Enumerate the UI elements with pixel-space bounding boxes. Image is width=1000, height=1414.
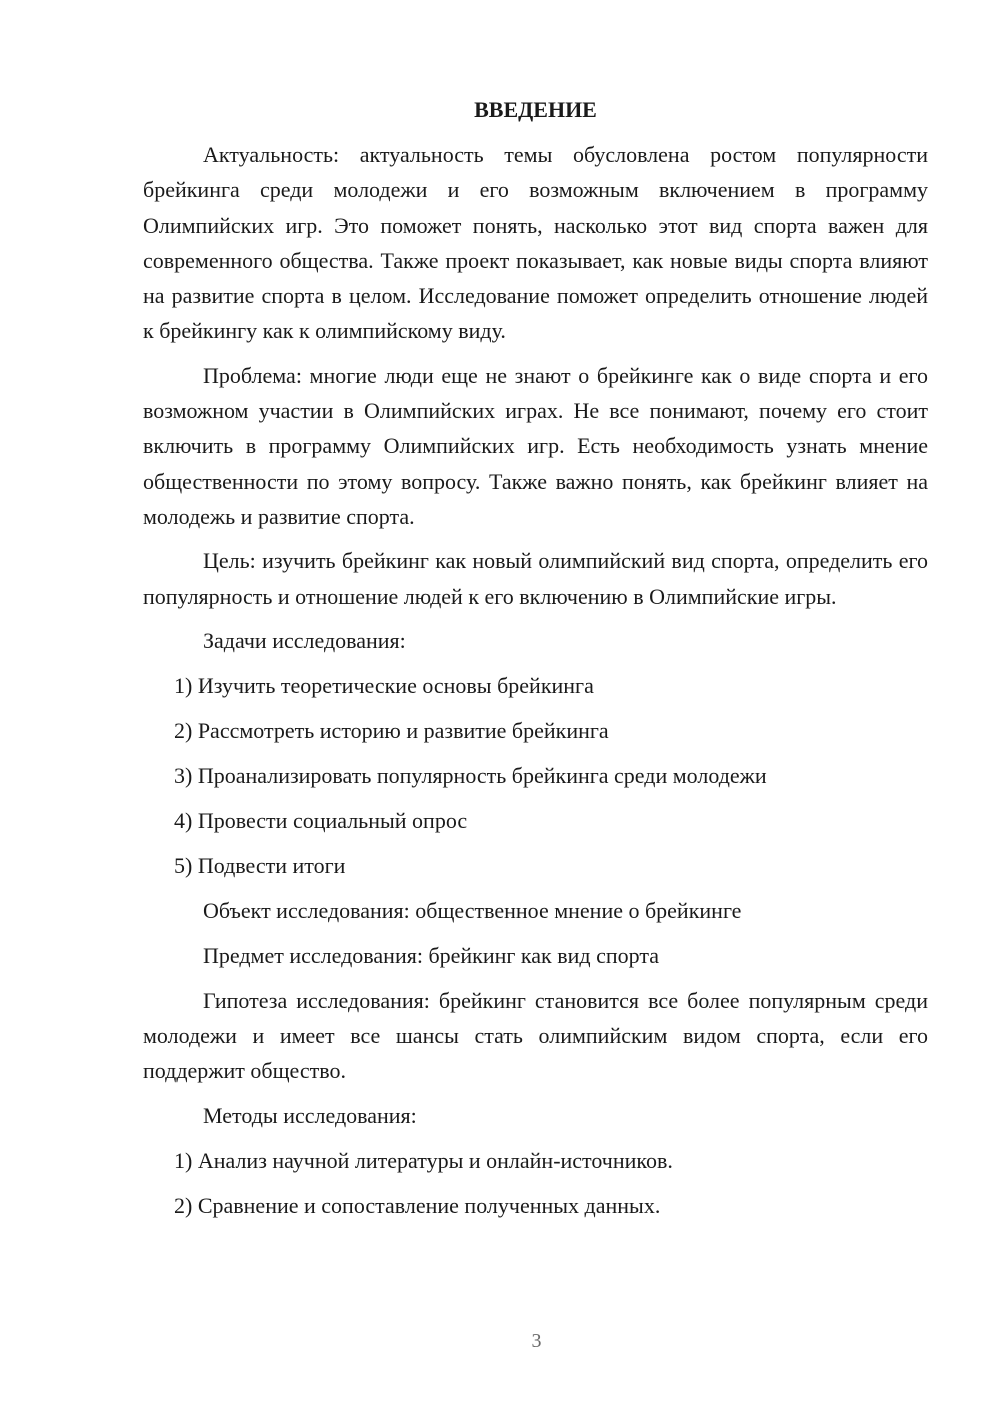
tasks-label: Задачи исследования:: [203, 627, 406, 653]
list-item: 1) Анализ научной литературы и онлайн-источников.: [174, 1147, 673, 1173]
list-item: 2) Рассмотреть историю и развитие брейкинга: [174, 717, 609, 743]
paragraph-relevance: Актуальность: актуальность темы обусловлена ростом популярности брейкинга среди молодежи и его возможным включением в программу Олимпийских игр. Это поможет понять, насколько этот вид спорта важен для современного общества. Также проект показывает, как новые виды спорта влияют на развитие спорта в целом. Исследование поможет определить отношение людей к брейкингу как к олимпийскому виду.: [143, 142, 928, 344]
page-number: 3: [531, 1330, 542, 1352]
document-page: [143, 92, 928, 1233]
methods-list: [143, 1143, 928, 1224]
list-item: 3) Проанализировать популярность брейкинга среди молодежи: [174, 762, 767, 788]
paragraph-problem: Проблема: многие люди еще не знают о брейкинге как о виде спорта и его возможном участии в Олимпийских играх. Не все понимают, почему его стоит включить в программу Олимпийских игр. Есть необходимость узнать мнение общественности по этому вопросу. Также важно понять, как брейкинг влияет на молодежь и развитие спорта.: [143, 362, 928, 529]
research-subject: Предмет исследования: брейкинг как вид спорта: [203, 942, 659, 968]
list-item: 5) Подвести итоги: [174, 852, 346, 878]
list-item: 2) Сравнение и сопоставление полученных данных.: [174, 1192, 661, 1218]
list-item: 4) Провести социальный опрос: [174, 807, 468, 833]
list-item: 1) Изучить теоретические основы брейкинга: [174, 672, 594, 698]
tasks-list: [143, 668, 928, 884]
methods-label: Методы исследования:: [203, 1102, 417, 1128]
page-title: ВВЕДЕНИЕ: [474, 97, 597, 122]
paragraph-hypothesis: Гипотеза исследования: брейкинг становится все более популярным среди молодежи и имеет все шансы стать олимпийским видом спорта, если его поддержит общество.: [143, 987, 928, 1084]
paragraph-goal: Цель: изучить брейкинг как новый олимпийский вид спорта, определить его популярность и отношение людей к его включению в Олимпийские игры.: [143, 548, 928, 609]
research-object: Объект исследования: общественное мнение о брейкинге: [203, 897, 742, 923]
